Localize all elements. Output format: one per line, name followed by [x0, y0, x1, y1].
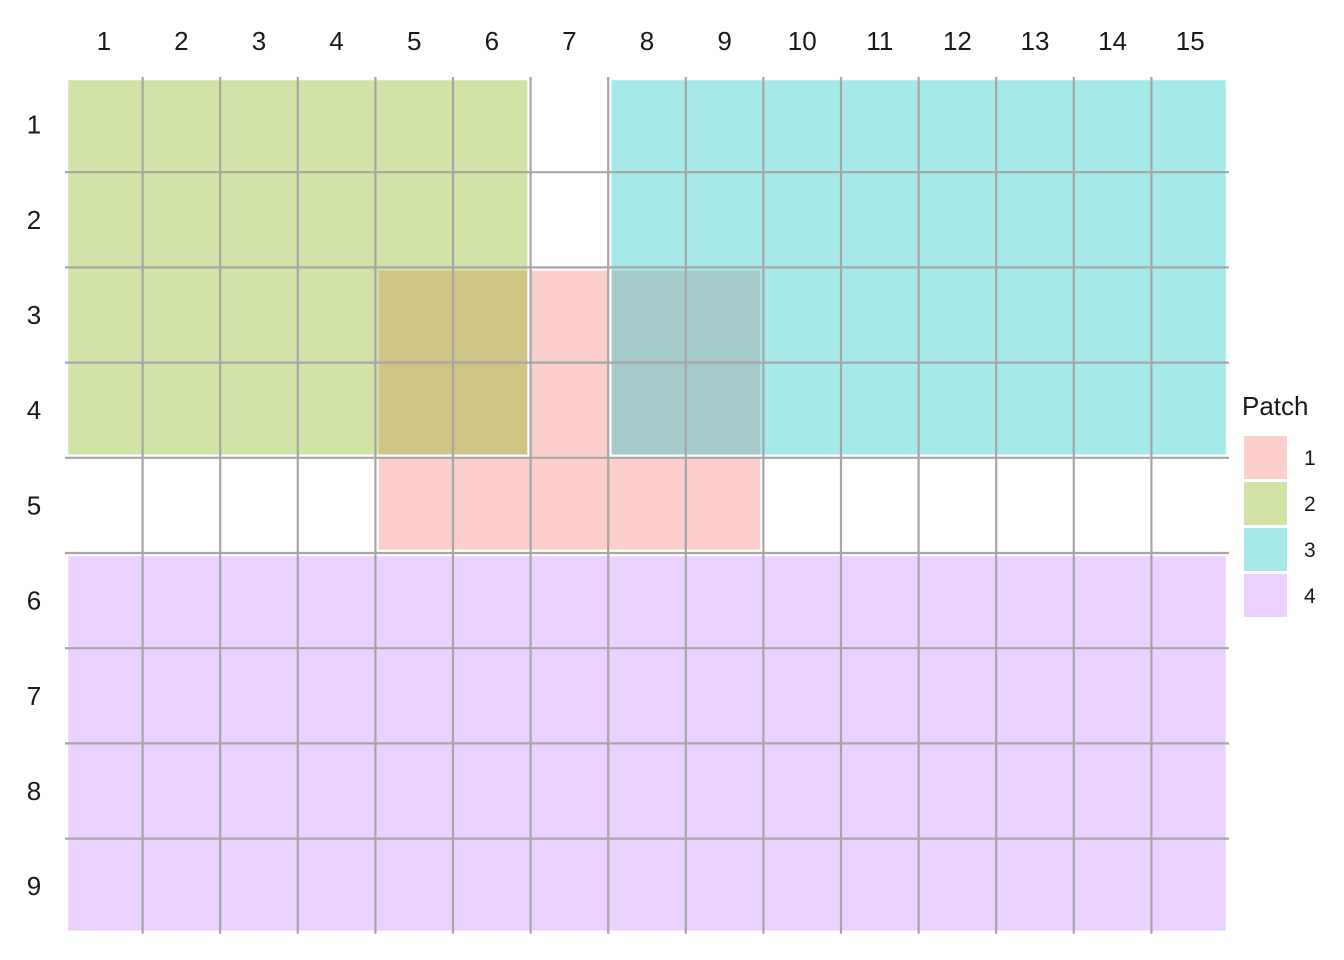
x-tick-label: 5 — [406, 26, 422, 56]
legend-label-3: 3 — [1304, 539, 1316, 562]
legend-swatch-2 — [1244, 482, 1287, 525]
x-tick-label: 3 — [251, 26, 267, 56]
x-tick-label: 6 — [484, 26, 500, 56]
x-tick-label: 8 — [639, 26, 655, 56]
x-axis-ticks — [97, 26, 1205, 56]
x-tick-label: 2 — [174, 26, 189, 56]
y-tick-label: 8 — [26, 776, 42, 806]
legend-swatch-1 — [1244, 436, 1287, 479]
y-tick-label: 7 — [26, 680, 42, 711]
legend-label-1: 1 — [1304, 447, 1316, 470]
x-tick-label: 9 — [717, 26, 732, 56]
legend-label-4: 4 — [1304, 585, 1316, 608]
x-tick-label: 10 — [787, 26, 817, 56]
y-tick-label: 1 — [26, 109, 42, 140]
legend-items — [1244, 436, 1316, 617]
y-axis-ticks — [27, 110, 41, 902]
legend-title: Patch — [1242, 391, 1309, 421]
legend-label-2: 2 — [1304, 493, 1316, 516]
x-tick-label: 4 — [329, 26, 344, 56]
y-tick-label: 3 — [26, 300, 42, 330]
x-tick-label: 1 — [96, 26, 112, 56]
x-tick-label: 14 — [1098, 26, 1128, 56]
y-tick-label: 9 — [26, 871, 42, 902]
y-tick-label: 5 — [26, 490, 42, 521]
legend-swatch-4 — [1244, 574, 1287, 617]
legend-swatch-3 — [1244, 528, 1287, 571]
x-tick-label: 13 — [1020, 26, 1050, 56]
y-tick-label: 2 — [26, 204, 42, 235]
patch-layer — [67, 79, 1227, 932]
x-tick-label: 11 — [866, 26, 894, 56]
x-tick-label: 15 — [1175, 26, 1205, 56]
legend — [1242, 391, 1316, 617]
y-tick-label: 4 — [26, 395, 42, 426]
x-tick-label: 7 — [562, 26, 577, 56]
y-tick-label: 6 — [26, 585, 42, 616]
x-tick-label: 12 — [942, 26, 972, 56]
